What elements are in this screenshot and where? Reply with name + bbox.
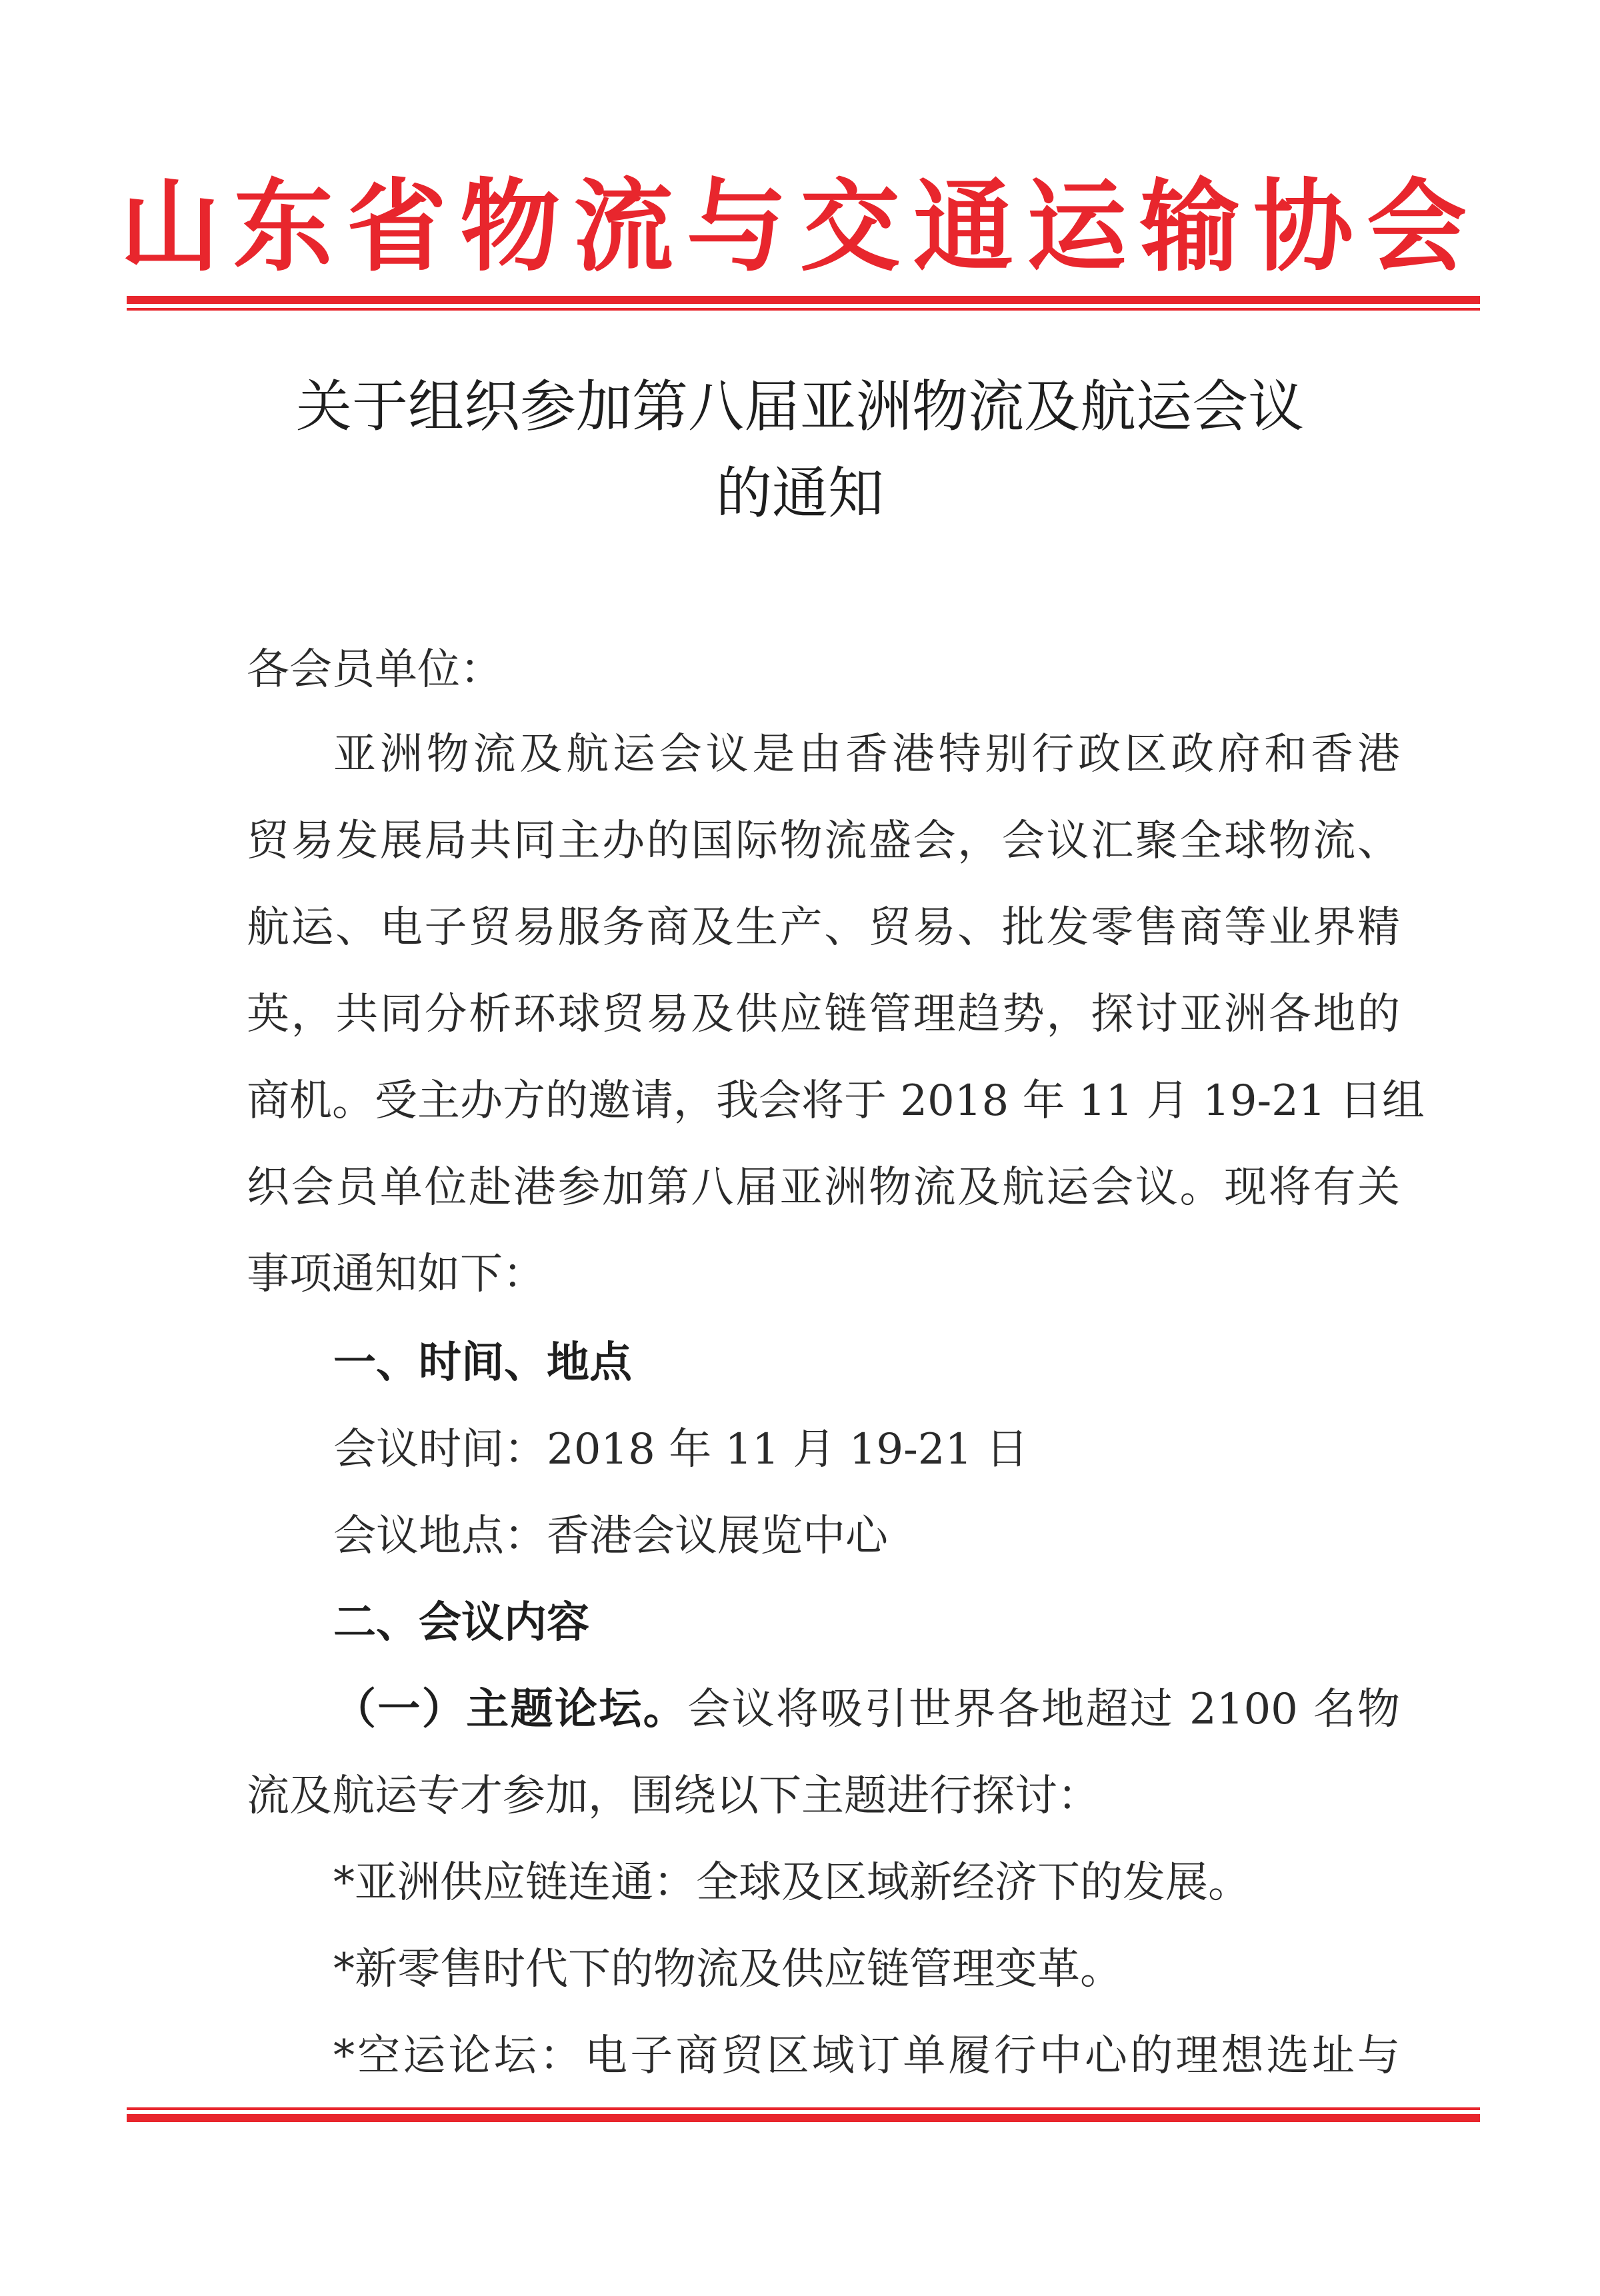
intro-line-1: 亚洲物流及航运会议是由香港特别行政区政府和香港 — [333, 730, 1400, 779]
topic-item-2: *新零售时代下的物流及供应链管理变革。 — [333, 1945, 1123, 1994]
meeting-time: 会议时间：2018 年 11 月 19-21 日 — [333, 1425, 1029, 1474]
masthead-rule-thick — [127, 296, 1480, 304]
intro-line-6: 织会员单位赴港参加第八届亚洲物流及航运会议。现将有关 — [247, 1163, 1400, 1212]
intro-line-7: 事项通知如下： — [247, 1250, 545, 1299]
subsection-1-text: 会议将吸引世界各地超过 2100 名物 — [687, 1685, 1401, 1734]
subsection-1-label: （一）主题论坛。 — [333, 1685, 688, 1734]
section-1-heading: 一、时间、地点 — [333, 1338, 632, 1388]
document-title-line-1: 关于组织参加第八届亚洲物流及航运会议 — [295, 374, 1304, 439]
subsection-1-continuation: 流及航运专才参加，围绕以下主题进行探讨： — [247, 1771, 1100, 1821]
topic-item-1: *亚洲供应链连通：全球及区域新经济下的发展。 — [333, 1858, 1251, 1907]
footer-rule-thick — [127, 2114, 1480, 2122]
footer-rule-thin — [127, 2107, 1480, 2110]
masthead-org-name: 山东省物流与交通运输协会 — [119, 168, 1480, 285]
salutation: 各会员单位： — [247, 645, 503, 694]
intro-line-3: 航运、电子贸易服务商及生产、贸易、批发零售商等业界精 — [247, 903, 1400, 952]
intro-line-5: 商机。受主办方的邀请，我会将于 2018 年 11 月 19-21 日组 — [247, 1076, 1425, 1126]
masthead-rule-thin — [127, 308, 1480, 311]
document-title-line-2: 的通知 — [715, 461, 884, 526]
section-2-heading: 二、会议内容 — [333, 1598, 589, 1648]
subsection-1-line — [333, 1683, 1400, 1736]
intro-line-2: 贸易发展局共同主办的国际物流盛会，会议汇聚全球物流、 — [247, 816, 1400, 866]
topic-item-3: *空运论坛：电子商贸区域订单履行中心的理想选址与 — [333, 2031, 1400, 2081]
meeting-place: 会议地点：香港会议展览中心 — [333, 1512, 888, 1561]
intro-line-4: 英，共同分析环球贸易及供应链管理趋势，探讨亚洲各地的 — [247, 990, 1400, 1039]
